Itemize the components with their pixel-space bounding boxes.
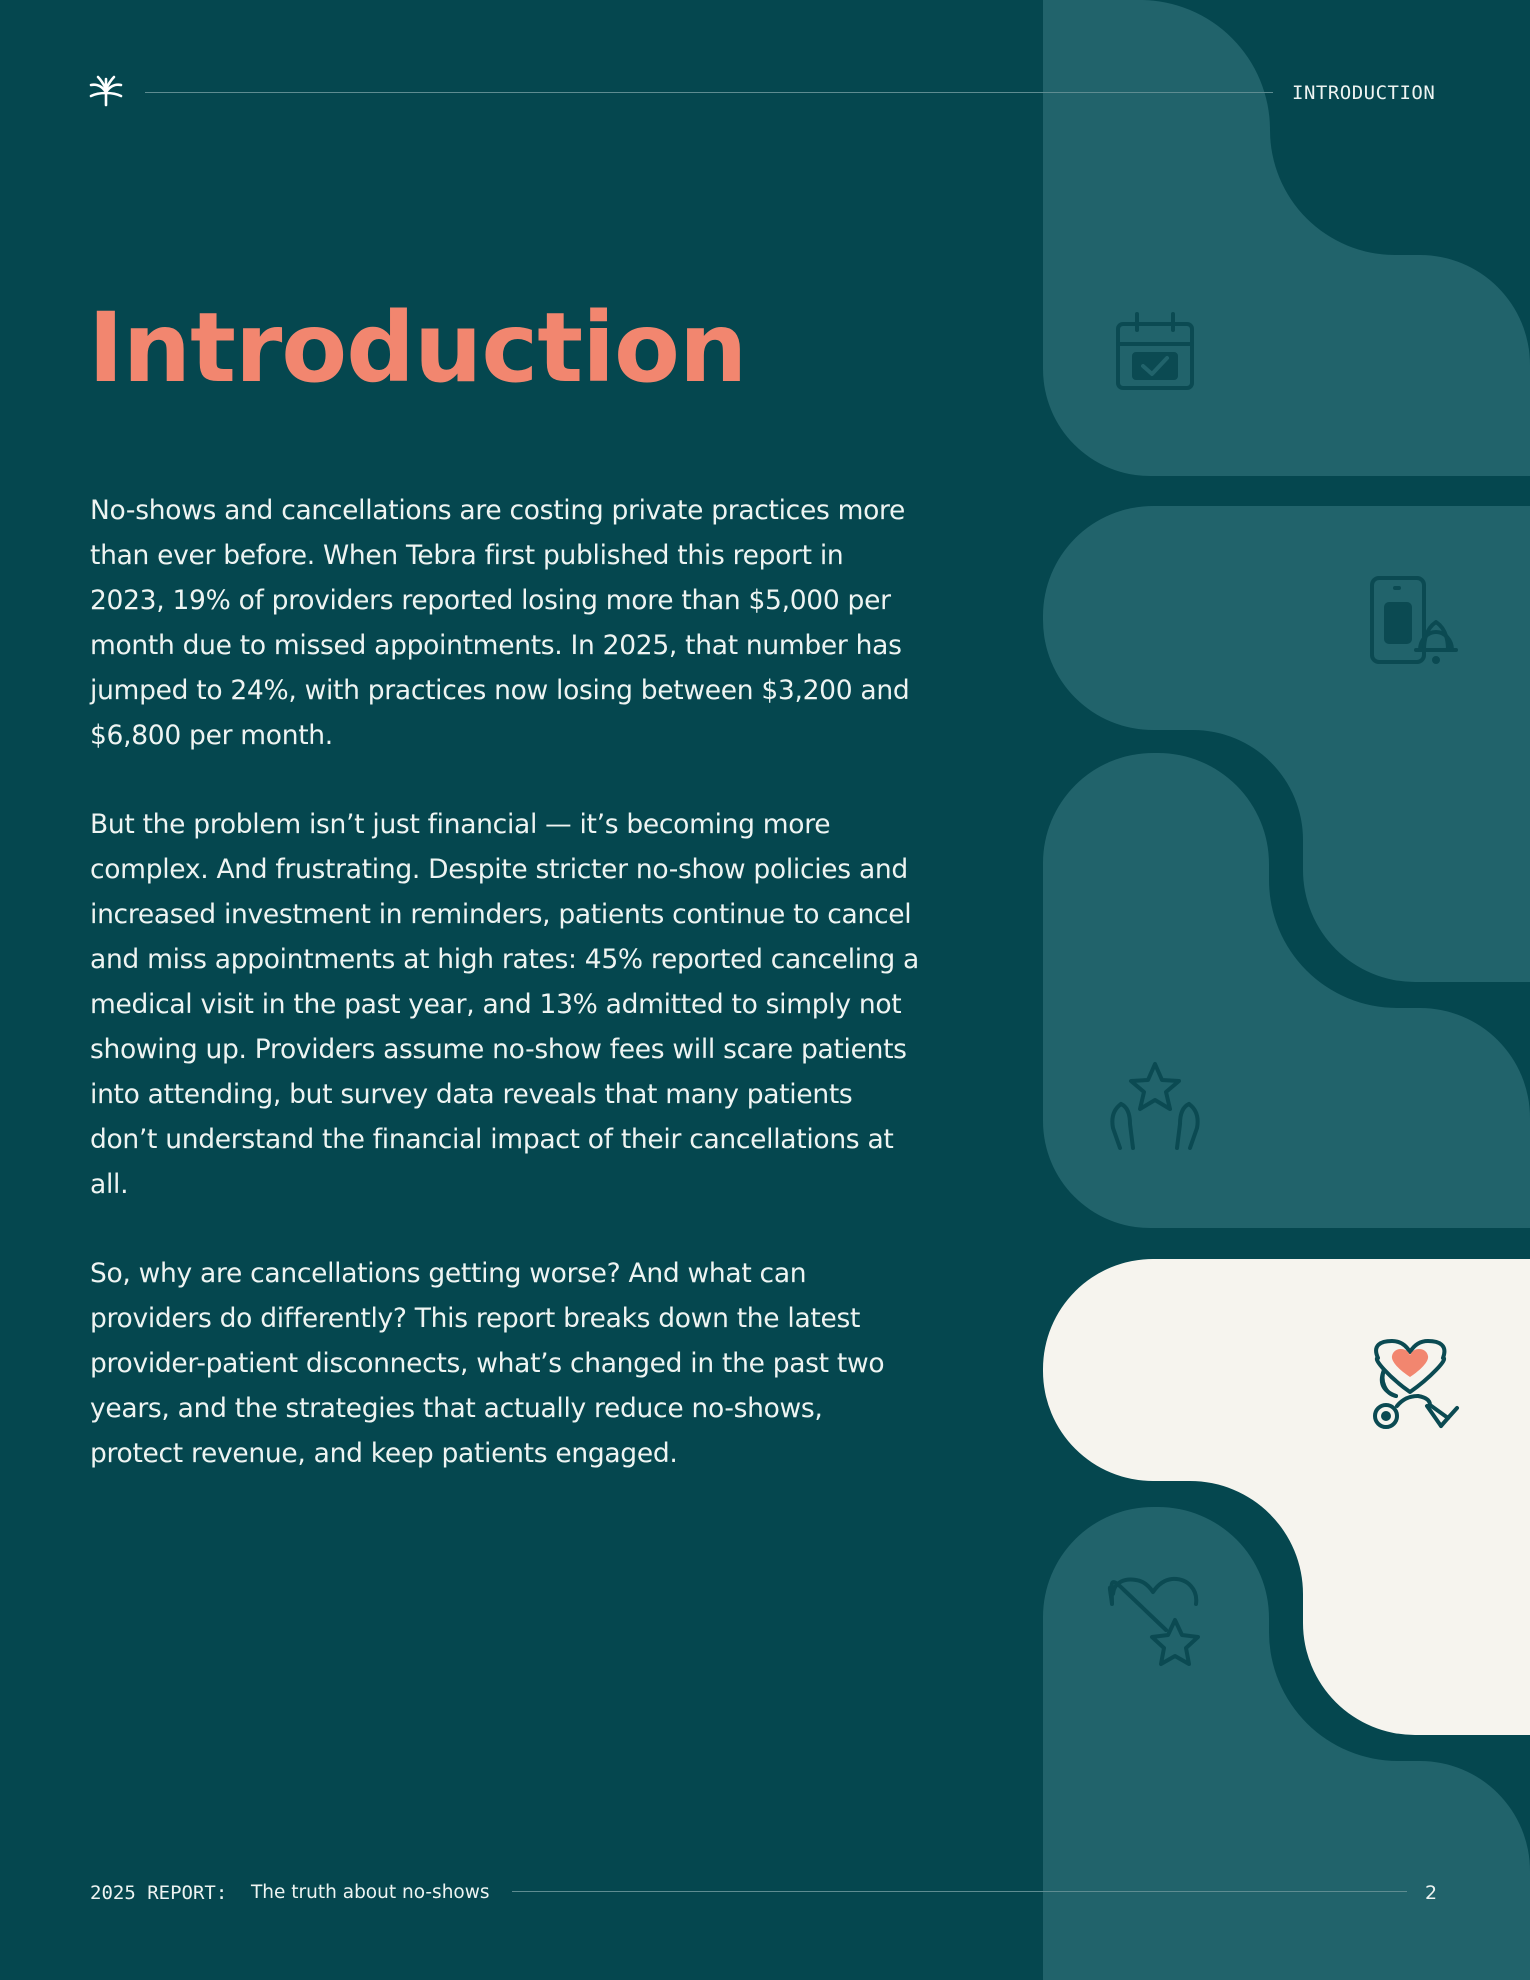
paragraph-2: But the problem isn’t just financial — it’s becoming more complex. And frustrating. Despite stricter no-show policies and increased investment in reminders, patients continue to cancel and miss appointments at high rates: 45% reported canceling a medical visit in the past year, and 13% admitted to simply not showing up. Providers assume no-show fees will scare patients into attending, but survey data reveals that many patients don’t understand the financial impact of their cancellations at all. — [90, 809, 919, 1200]
footer-divider — [512, 1891, 1407, 1892]
shape-panel-1 — [1043, 0, 1530, 476]
footer-report-label: 2025 REPORT: — [90, 1882, 228, 1904]
footer-report-title: The truth about no-shows — [251, 1882, 490, 1903]
paragraph-3: So, why are cancellations getting worse? And what can providers do differently? This report breaks down the latest provider-patient disconnects, what’s changed in the past two years, and the strategies that actually reduce no-shows, protect revenue, and keep patients engaged. — [90, 1258, 885, 1469]
page-number: 2 — [1425, 1882, 1438, 1904]
section-label: INTRODUCTION — [1292, 82, 1436, 104]
paragraph-1: No-shows and cancellations are costing private practices more than ever before. When Tebra first published this report in 2023, 19% of providers reported losing more than $5,000 per month due to missed appointments. In 2025, that number has jumped to 24%, with practices now losing between $3,200 and $6,800 per month. — [90, 495, 910, 751]
page-title: Introduction — [88, 292, 747, 404]
header-divider — [145, 92, 1273, 93]
logo-icon — [88, 72, 124, 108]
body-text — [90, 488, 920, 1520]
